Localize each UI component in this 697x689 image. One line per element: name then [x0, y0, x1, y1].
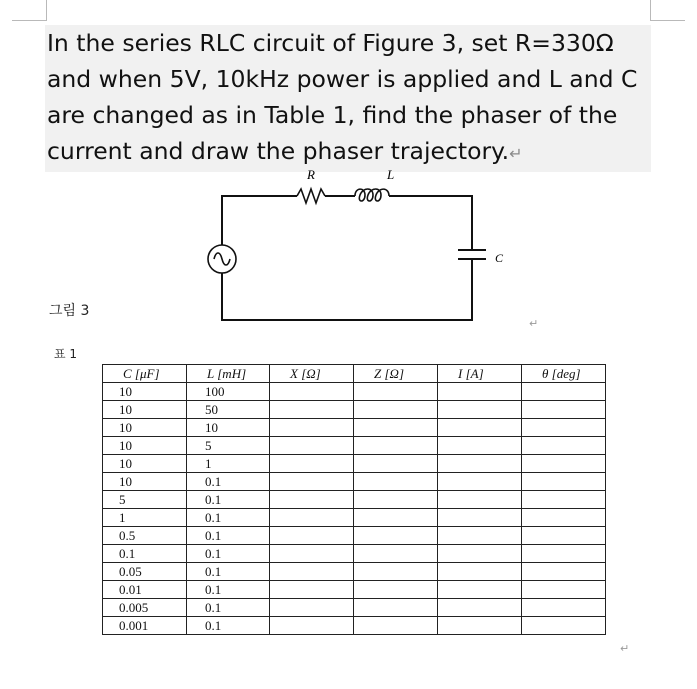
empty-answer-cell	[438, 419, 522, 437]
empty-answer-cell	[270, 527, 354, 545]
inductance-cell: 100	[187, 383, 270, 401]
empty-answer-cell	[270, 509, 354, 527]
resistor-label: R	[307, 167, 315, 182]
table-row	[103, 491, 606, 509]
empty-answer-cell	[270, 473, 354, 491]
empty-answer-cell	[354, 491, 438, 509]
capacitance-cell: 10	[103, 437, 187, 455]
inductance-cell: 0.1	[187, 491, 270, 509]
table-row	[103, 419, 606, 437]
page-corner-mark-left	[12, 0, 47, 21]
empty-answer-cell	[522, 527, 606, 545]
empty-answer-cell	[522, 473, 606, 491]
question-line: are changed as in Table 1, find the phaser of the	[45, 97, 651, 133]
inductance-cell: 0.1	[187, 545, 270, 563]
inductance-cell: 0.1	[187, 581, 270, 599]
capacitance-cell: 10	[103, 401, 187, 419]
inductor-symbol	[355, 189, 389, 201]
empty-answer-cell	[438, 527, 522, 545]
empty-answer-cell	[438, 383, 522, 401]
empty-answer-cell	[354, 527, 438, 545]
empty-answer-cell	[522, 437, 606, 455]
empty-answer-cell	[270, 545, 354, 563]
table-row	[103, 527, 606, 545]
table-row	[103, 545, 606, 563]
empty-answer-cell	[354, 581, 438, 599]
empty-answer-cell	[438, 563, 522, 581]
inductance-cell: 0.1	[187, 599, 270, 617]
empty-answer-cell	[522, 545, 606, 563]
data-table	[102, 364, 606, 635]
inductance-cell: 10	[187, 419, 270, 437]
empty-answer-cell	[438, 491, 522, 509]
empty-answer-cell	[270, 419, 354, 437]
empty-answer-cell	[522, 491, 606, 509]
paragraph-mark-icon: ↵	[620, 642, 630, 655]
inductance-cell: 0.1	[187, 509, 270, 527]
table-row	[103, 563, 606, 581]
column-header: Z [Ω]	[354, 365, 438, 383]
question-line-text: current and draw the phaser trajectory.	[47, 137, 510, 165]
return-mark-icon: ↵	[509, 144, 523, 163]
empty-answer-cell	[270, 563, 354, 581]
table-row	[103, 581, 606, 599]
empty-answer-cell	[522, 401, 606, 419]
inductance-cell: 1	[187, 455, 270, 473]
table-caption: 표 1	[54, 347, 78, 361]
empty-answer-cell	[438, 617, 522, 635]
inductance-cell: 0.1	[187, 617, 270, 635]
empty-answer-cell	[354, 599, 438, 617]
question-line: and when 5V, 10kHz power is applied and L and C	[45, 61, 651, 97]
empty-answer-cell	[270, 581, 354, 599]
empty-answer-cell	[354, 545, 438, 563]
question-line: In the series RLC circuit of Figure 3, set R=330Ω	[45, 25, 651, 61]
capacitance-cell: 0.01	[103, 581, 187, 599]
empty-answer-cell	[354, 419, 438, 437]
empty-answer-cell	[354, 617, 438, 635]
rlc-circuit-diagram	[195, 165, 525, 325]
empty-answer-cell	[522, 419, 606, 437]
empty-answer-cell	[270, 401, 354, 419]
inductance-cell: 0.1	[187, 563, 270, 581]
empty-answer-cell	[354, 401, 438, 419]
empty-answer-cell	[438, 473, 522, 491]
table-row	[103, 599, 606, 617]
inductance-cell: 50	[187, 401, 270, 419]
empty-answer-cell	[438, 401, 522, 419]
column-header: X [Ω]	[270, 365, 354, 383]
table-row	[103, 401, 606, 419]
empty-answer-cell	[354, 437, 438, 455]
capacitance-cell: 0.005	[103, 599, 187, 617]
capacitance-cell: 10	[103, 419, 187, 437]
capacitor-label: C	[495, 251, 504, 265]
table-body	[103, 383, 606, 635]
column-header: θ [deg]	[522, 365, 606, 383]
empty-answer-cell	[438, 581, 522, 599]
empty-answer-cell	[438, 437, 522, 455]
empty-answer-cell	[522, 617, 606, 635]
table-row	[103, 455, 606, 473]
capacitance-cell: 0.1	[103, 545, 187, 563]
empty-answer-cell	[270, 455, 354, 473]
capacitance-cell: 5	[103, 491, 187, 509]
page-corner-mark-right	[650, 0, 685, 21]
empty-answer-cell	[270, 383, 354, 401]
column-header: I [A]	[438, 365, 522, 383]
table-row	[103, 383, 606, 401]
question-text	[45, 25, 651, 172]
empty-answer-cell	[522, 383, 606, 401]
empty-answer-cell	[354, 455, 438, 473]
empty-answer-cell	[354, 563, 438, 581]
empty-answer-cell	[270, 599, 354, 617]
capacitance-cell: 10	[103, 473, 187, 491]
empty-answer-cell	[522, 581, 606, 599]
sine-wave-icon	[214, 253, 230, 265]
capacitance-cell: 0.5	[103, 527, 187, 545]
empty-answer-cell	[438, 455, 522, 473]
table-row	[103, 473, 606, 491]
empty-answer-cell	[438, 509, 522, 527]
paragraph-mark-icon: ↵	[529, 317, 539, 330]
inductor-label: L	[387, 167, 395, 182]
empty-answer-cell	[522, 455, 606, 473]
column-header: L [mH]	[187, 365, 270, 383]
inductance-cell: 5	[187, 437, 270, 455]
empty-answer-cell	[354, 509, 438, 527]
capacitance-cell: 1	[103, 509, 187, 527]
column-header: C [μF]	[103, 365, 187, 383]
empty-answer-cell	[438, 599, 522, 617]
figure-caption: 그림 3	[49, 303, 90, 319]
empty-answer-cell	[270, 437, 354, 455]
empty-answer-cell	[270, 617, 354, 635]
inductance-cell: 0.1	[187, 473, 270, 491]
table-row	[103, 509, 606, 527]
empty-answer-cell	[270, 491, 354, 509]
table-row	[103, 437, 606, 455]
empty-answer-cell	[438, 545, 522, 563]
capacitance-cell: 0.001	[103, 617, 187, 635]
empty-answer-cell	[522, 563, 606, 581]
capacitance-cell: 10	[103, 455, 187, 473]
empty-answer-cell	[522, 599, 606, 617]
table-header-row	[103, 365, 606, 383]
inductance-cell: 0.1	[187, 527, 270, 545]
capacitance-cell: 10	[103, 383, 187, 401]
empty-answer-cell	[522, 509, 606, 527]
empty-answer-cell	[354, 383, 438, 401]
capacitance-cell: 0.05	[103, 563, 187, 581]
resistor-symbol	[297, 189, 325, 203]
empty-answer-cell	[354, 473, 438, 491]
table-row	[103, 617, 606, 635]
